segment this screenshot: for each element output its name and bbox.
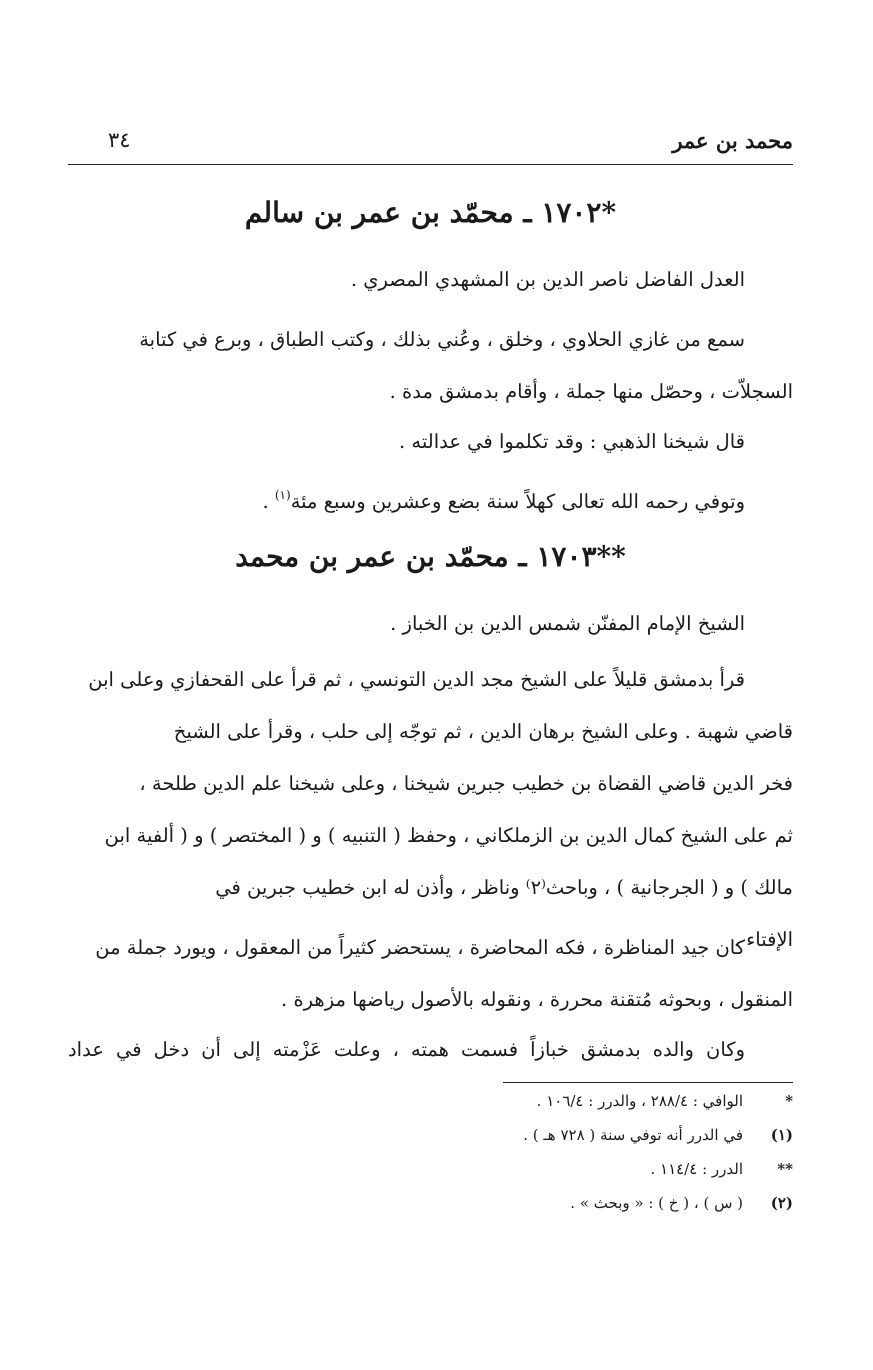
footnote [68,1194,793,1224]
paragraph [68,922,793,1026]
text-line: العدل الفاضل ناصر الدين بن المشهدي المصري . [350,268,745,291]
footnote [68,1092,793,1122]
footnote-marker: * [785,1092,793,1110]
text-line: قاضي شهبة . وعلى الشيخ برهان الدين ، ثم توجّه إلى حلب ، وقرأ على الشيخ [173,720,793,743]
page-number: ٣٤ [108,128,131,152]
footnote-marker: (٢) [770,1194,793,1212]
text-fragment: . [262,490,275,513]
running-head: محمد بن عمر [672,128,793,153]
text-line: ثم على الشيخ كمال الدين بن الزملكاني ، وحفظ ( التنبيه ) و ( المختصر ) و ( ألفية ابن [104,824,793,847]
paragraph [68,314,793,418]
footnote [68,1160,793,1190]
entry-title-1702: ١٧٠٢ ـ محمّد بن عمر بن سالم* [244,196,617,229]
paragraph [68,416,793,468]
text-line: فخر الدين قاضي القضاة بن خطيب جبرين شيخنا ، وعلى شيخنا علم الدين طلحة ، [139,772,793,795]
footnote-ref[interactable]: (١) [274,488,291,502]
footnote-text: ( س ) ، ( خ ) : « وبحث » . [570,1194,743,1212]
text-line: الإفتاء . [733,928,793,951]
footnote-text: في الدرر أنه توفي سنة ( ٧٢٨ هـ ) . [523,1126,743,1144]
footnote-text: الدرر : ١١٤/٤ . [650,1160,743,1178]
text-fragment: وتوفي رحمه الله تعالى كهلاً سنة بضع وعشرين وسبع مئة [290,490,745,513]
text-line: المنقول ، وبحوثه مُتقنة محررة ، ونقوله بالأصول رياضها مزهرة . [281,988,793,1011]
footnote-marker: ** [777,1160,793,1178]
entry-title-1703: ١٧٠٣ ـ محمّد بن عمر بن محمد** [235,540,626,573]
text-line: كان جيد المناظرة ، فكه المحاضرة ، يستحضر كثيراً من المعقول ، ويورد جملة من [95,936,745,959]
text-line: مالك ) و ( الجرجانية ) ، وباحث⁽٢⁾ وناظر ، وأذن له ابن خطيب جبرين في [215,876,793,899]
text-line: سمع من غازي الحلاوي ، وخلق ، وعُني بذلك ، وكتب الطباق ، وبرع في كتابة [139,328,745,351]
text-line: وكان والده بدمشق خبازاً فسمت همته ، وعلت عَزْمته إلى أن دخل في عداد [68,1038,745,1061]
text-line: قرأ بدمشق قليلاً على الشيخ مجد الدين التونسي ، ثم قرأ على القحفازي وعلى ابن [88,668,745,691]
footnote-rule [503,1082,793,1083]
paragraph [68,1024,793,1076]
paragraph [68,654,793,966]
footnote-marker: (١) [770,1126,793,1144]
text-line: السجلاّت ، وحصّل منها جملة ، وأقام بدمشق مدة . [389,380,793,403]
paragraph [68,476,793,528]
paragraph [68,254,793,306]
footnote [68,1126,793,1156]
text-line [68,476,793,528]
paragraph [68,598,793,650]
page-header [68,128,793,165]
text-line: قال شيخنا الذهبي : وقد تكلموا في عدالته . [399,430,745,453]
footnote-text: الوافي : ٢٨٨/٤ ، والدرر : ١٠٦/٤ . [536,1092,743,1110]
text-line: الشيخ الإمام المفنّن شمس الدين بن الخباز . [390,612,745,635]
